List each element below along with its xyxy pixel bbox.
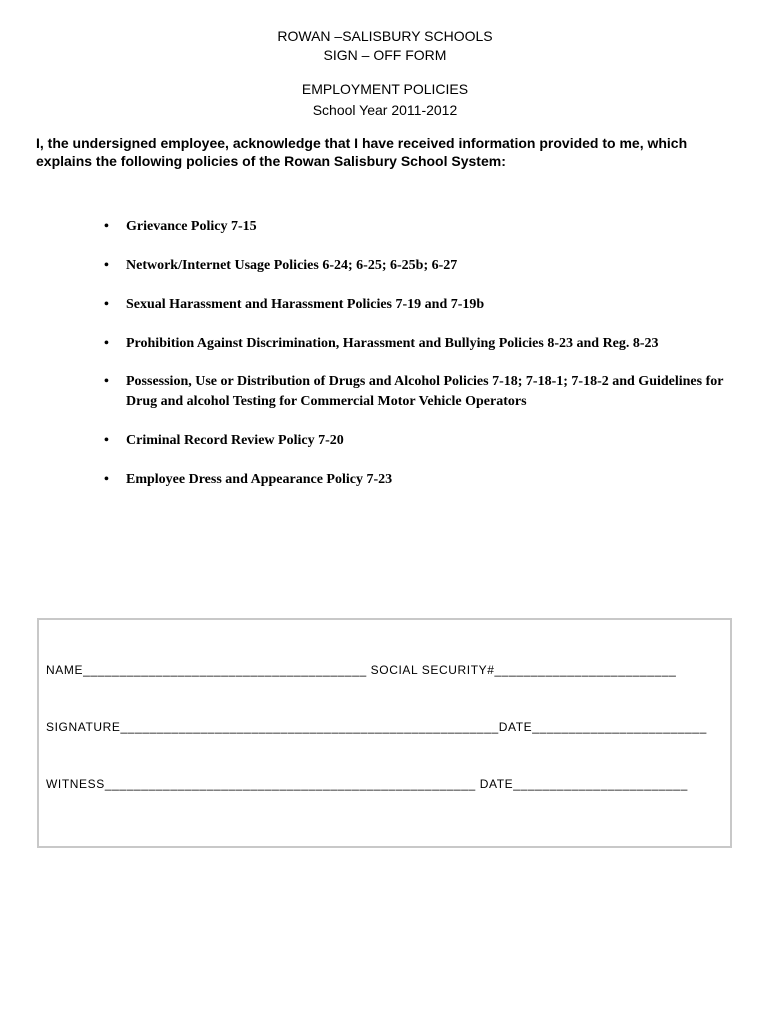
bullet-icon: •	[104, 433, 109, 448]
bullet-icon: •	[104, 472, 109, 487]
section-title: EMPLOYMENT POLICIES	[301, 81, 469, 97]
policy-item	[104, 256, 724, 276]
bullet-icon: •	[104, 374, 109, 389]
policy-text: Grievance Policy 7-15	[126, 219, 257, 234]
signoff-box	[37, 618, 732, 848]
policy-text: Employee Dress and Appearance Policy 7-23	[126, 472, 393, 487]
policy-text: Sexual Harassment and Harassment Policies 7-19 and 7-19b	[126, 297, 485, 312]
school-name: ROWAN –SALISBURY SCHOOLS	[277, 28, 493, 44]
acknowledgement-text: I, the undersigned employee, acknowledge that I have received information provided to me, which explains the following policies of the Rowan Salisbury School System:	[36, 135, 688, 169]
bullet-icon: •	[104, 258, 109, 273]
policy-item	[104, 334, 724, 354]
policy-text: Possession, Use or Distribution of Drugs and Alcohol Policies 7-18; 7-18-1; 7-18-2 and Guidelines for Drug and alcohol Testing for Commercial Motor Vehicle Operators	[126, 374, 724, 409]
bullet-icon: •	[104, 219, 109, 234]
policy-text: Network/Internet Usage Policies 6-24; 6-25; 6-25b; 6-27	[126, 258, 458, 273]
bullet-icon: •	[104, 336, 109, 351]
policy-item	[104, 470, 724, 490]
bullet-icon: •	[104, 297, 109, 312]
signature-date-field[interactable]: SIGNATURE____________________________________________________DATE________________________	[46, 720, 707, 734]
policy-item	[104, 431, 724, 451]
policy-item	[104, 217, 724, 237]
form-title: SIGN – OFF FORM	[323, 47, 447, 63]
policy-text: Prohibition Against Discrimination, Harassment and Bullying Policies 8-23 and Reg. 8-23	[126, 336, 659, 351]
policy-item	[104, 295, 724, 315]
school-year: School Year 2011-2012	[312, 102, 458, 118]
name-ssn-field[interactable]: NAME_______________________________________ SOCIAL SECURITY#_________________________	[46, 663, 677, 677]
policy-item	[104, 372, 724, 412]
witness-date-field[interactable]: WITNESS___________________________________________________ DATE________________________	[46, 777, 688, 791]
policy-text: Criminal Record Review Policy 7-20	[126, 433, 344, 448]
